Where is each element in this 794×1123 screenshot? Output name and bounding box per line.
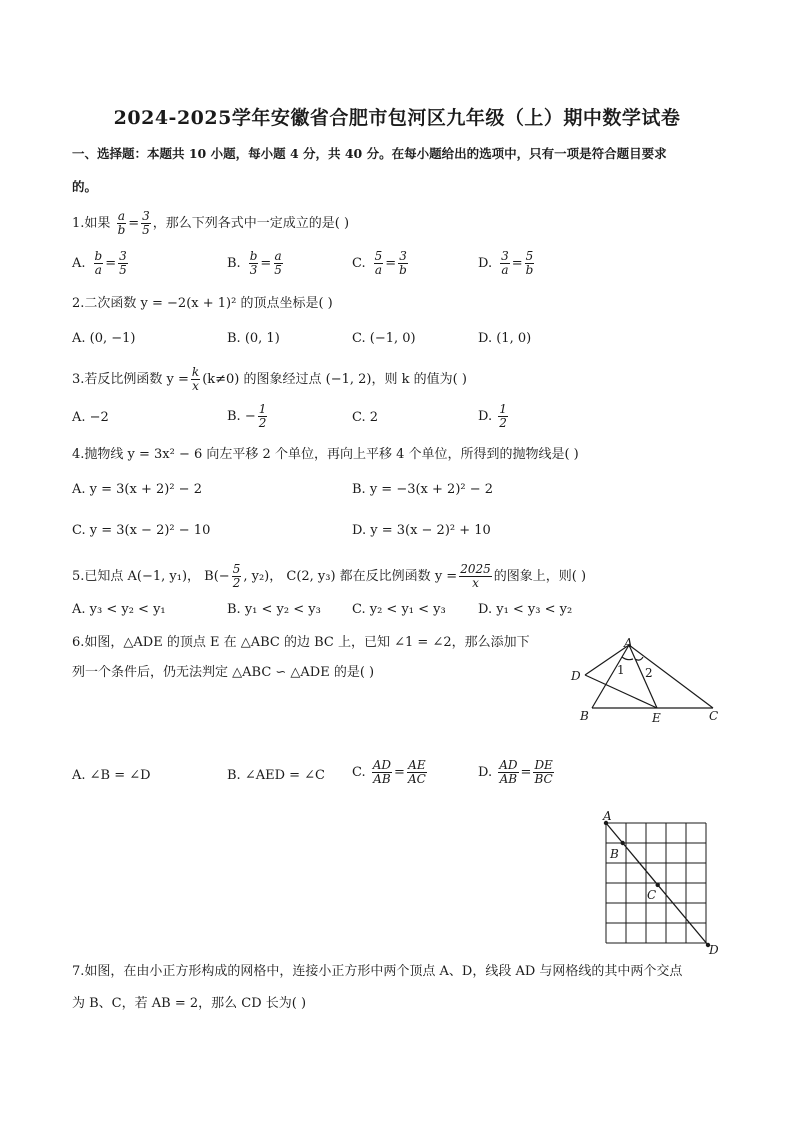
q6-option-d[interactable]: D. $\frac{AD}{AB}$ = $\frac{DE}{BC}$ xyxy=(478,758,553,786)
q3-option-c[interactable]: C. 2 xyxy=(352,410,379,425)
q4-option-a[interactable]: A. y = 3(x + 2)² − 2 xyxy=(72,482,202,497)
q4-option-d[interactable]: D. y = 3(x − 2)² + 10 xyxy=(352,523,491,538)
q5-stem-mid: , y₂)， C(2, y₃) 都在反比例函数 y = xyxy=(243,569,458,584)
label-A: A xyxy=(624,636,633,650)
q5-stem-pre: 5.已知点 A(−1, y₁)， B(− xyxy=(72,569,230,584)
q6-triangle-figure xyxy=(560,632,730,727)
point-B xyxy=(621,841,625,845)
label-B: B xyxy=(580,709,589,723)
q3-option-d[interactable]: D. $\frac{1}{2}$ xyxy=(478,402,507,430)
label-D: D xyxy=(709,943,719,956)
q2-option-d[interactable]: D. (1, 0) xyxy=(478,331,532,346)
q1-option-b[interactable]: B. $\frac{b}{3}$ = $\frac{a}{5}$ xyxy=(227,249,282,277)
question-1-stem: 1.如果 $\frac{a}{b}$ = $\frac{3}{5}$ ，那么下列各式中一定成立的是( ) xyxy=(72,209,350,237)
q6-option-a[interactable]: A. ∠B = ∠D xyxy=(72,768,151,783)
q3-option-a[interactable]: A. −2 xyxy=(72,410,109,425)
angle-2-arc xyxy=(635,657,643,660)
q2-option-b[interactable]: B. (0, 1) xyxy=(227,331,280,346)
q1-stem-pre: 如果 xyxy=(84,216,111,231)
q1-option-d[interactable]: D. $\frac{3}{a}$ = $\frac{5}{b}$ xyxy=(478,249,534,277)
q5-option-b[interactable]: B. y₁ < y₂ < y₃ xyxy=(227,602,321,617)
q4-option-b[interactable]: B. y = −3(x + 2)² − 2 xyxy=(352,482,494,497)
q2-option-a[interactable]: A. (0, −1) xyxy=(72,331,136,346)
segment-AC xyxy=(629,645,713,708)
q5-stem-post: 的图象上，则( ) xyxy=(493,569,587,584)
label-angle-1: 1 xyxy=(617,663,625,677)
label-D: D xyxy=(571,669,581,683)
q1-number: 1. xyxy=(72,216,85,231)
label-A: A xyxy=(603,809,612,823)
q3-stem-mid: (k≠0) 的图象经过点 (−1, 2)，则 k 的值为( ) xyxy=(202,372,467,387)
q1-fraction-3-5: $\frac{3}{5}$ xyxy=(142,209,150,237)
q5-option-a[interactable]: A. y₃ < y₂ < y₁ xyxy=(72,602,166,617)
label-C: C xyxy=(709,709,719,723)
question-2-stem: 2.二次函数 y = −2(x + 1)² 的顶点坐标是( ) xyxy=(72,296,333,311)
q3-stem-pre: 3.若反比例函数 y = xyxy=(72,372,189,387)
q5-fraction-2025-x: $\frac{2025}{x}$ xyxy=(460,562,491,590)
segment-AE xyxy=(629,645,657,708)
question-6-line2: 列一个条件后，仍无法判定 △ABC ∽ △ADE 的是( ) xyxy=(72,665,375,680)
q2-option-c[interactable]: C. (−1, 0) xyxy=(352,331,416,346)
section-header-line1: 一、选择题：本题共 10 小题，每小题 4 分，共 40 分。在每小题给出的选项中，只有一项是符合题目要求 xyxy=(72,146,667,161)
angle-1-arc xyxy=(622,657,633,660)
q6-option-b[interactable]: B. ∠AED = ∠C xyxy=(227,768,326,783)
label-angle-2: 2 xyxy=(645,666,653,680)
label-C: C xyxy=(647,888,657,902)
q3-option-b[interactable]: B. − $\frac{1}{2}$ xyxy=(227,402,267,430)
label-B: B xyxy=(610,847,619,861)
question-4-stem: 4.抛物线 y = 3x² − 6 向左平移 2 个单位，再向上平移 4 个单位，所得到的抛物线是( ) xyxy=(72,447,579,462)
q7-grid-figure xyxy=(596,808,726,956)
question-3-stem xyxy=(72,366,467,393)
point-C xyxy=(656,883,660,887)
section-header-line2: 的。 xyxy=(72,179,98,194)
question-6-line1: 6.如图，△ADE 的顶点 E 在 △ABC 的边 BC 上，已知 ∠1 = ∠2，那么添加下 xyxy=(72,635,530,650)
q5-fraction-5-2: $\frac{5}{2}$ xyxy=(232,562,241,590)
q1-option-c[interactable]: C. $\frac{5}{a}$ = $\frac{3}{b}$ xyxy=(352,249,407,277)
q4-option-c[interactable]: C. y = 3(x − 2)² − 10 xyxy=(72,523,211,538)
label-E: E xyxy=(652,711,661,725)
question-7-line2: 为 B、C，若 AB = 2，那么 CD 长为( ) xyxy=(72,996,307,1011)
question-5-stem xyxy=(72,563,586,590)
q3-fraction-k-x: $\frac{k}{x}$ xyxy=(191,365,200,393)
question-7-line1: 7.如图，在由小正方形构成的网格中，连接小正方形中两个顶点 A、D，线段 AD 与网格线的其中两个交点 xyxy=(72,964,683,979)
q5-option-c[interactable]: C. y₂ < y₁ < y₃ xyxy=(352,602,446,617)
page-title: 2024-2025学年安徽省合肥市包河区九年级（上）期中数学试卷 xyxy=(113,107,681,129)
q5-option-d[interactable]: D. y₁ < y₃ < y₂ xyxy=(478,602,573,617)
q1-option-a[interactable]: A. $\frac{b}{a}$ = $\frac{3}{5}$ xyxy=(72,249,127,277)
q1-stem-post: ，那么下列各式中一定成立的是( ) xyxy=(152,216,350,231)
q1-fraction-a-b: $\frac{a}{b}$ xyxy=(117,209,126,237)
q6-option-c[interactable]: C. $\frac{AD}{AB}$ = $\frac{AE}{AC}$ xyxy=(352,758,426,786)
